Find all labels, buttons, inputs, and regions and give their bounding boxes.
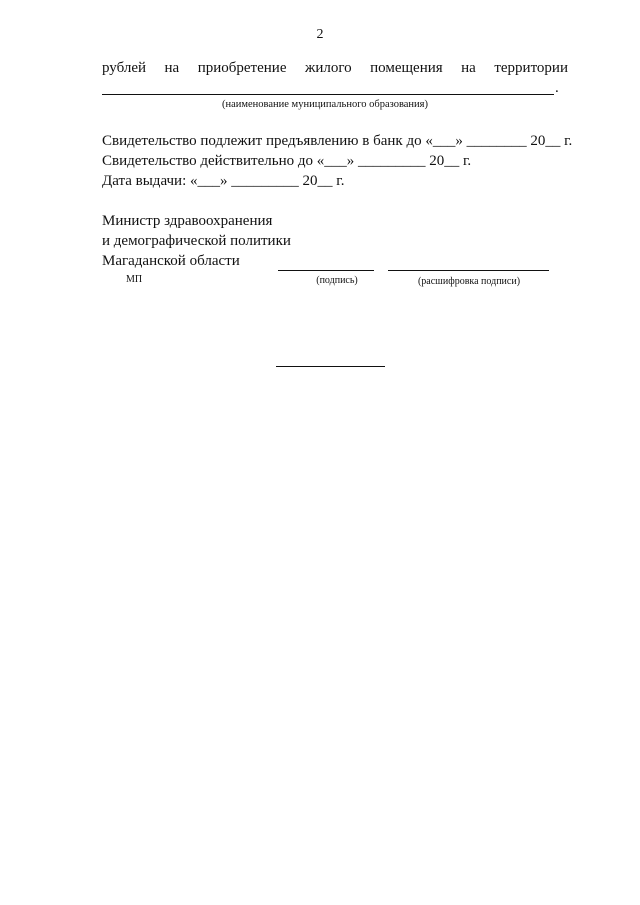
signer-title-line-3: Магаданской области: [102, 253, 240, 269]
intro-word: помещения: [370, 60, 443, 76]
intro-word: приобретение: [197, 60, 287, 76]
decoding-caption: (расшифровка подписи): [417, 276, 521, 287]
intro-word: на: [461, 60, 476, 76]
bank-deadline-line: Свидетельство подлежит предъявлению в банк до «___» ________ 20__ г.: [102, 133, 573, 149]
intro-line: [102, 60, 568, 77]
signature-blank-line: [278, 270, 374, 271]
page-number: 2: [316, 27, 324, 42]
stamp-label: МП: [126, 274, 143, 285]
closing-separator-line: [276, 366, 385, 367]
blank-end-mark: .: [555, 80, 559, 96]
signature-decoding-blank-line: [388, 270, 549, 271]
intro-word: на: [164, 60, 180, 76]
signature-caption: (подпись): [316, 275, 358, 286]
intro-word: территории: [494, 60, 568, 76]
intro-word: рублей: [102, 60, 147, 76]
signer-title-line-1: Министр здравоохранения: [102, 213, 273, 229]
municipality-blank-line: [102, 94, 554, 95]
municipality-caption: (наименование муниципального образования): [221, 99, 429, 110]
issue-date-line: Дата выдачи: «___» _________ 20__ г.: [102, 173, 345, 189]
intro-word: жилого: [304, 60, 352, 76]
signer-title-line-2: и демографической политики: [102, 233, 291, 249]
validity-line: Свидетельство действительно до «___» _________ 20__ г.: [102, 153, 472, 169]
